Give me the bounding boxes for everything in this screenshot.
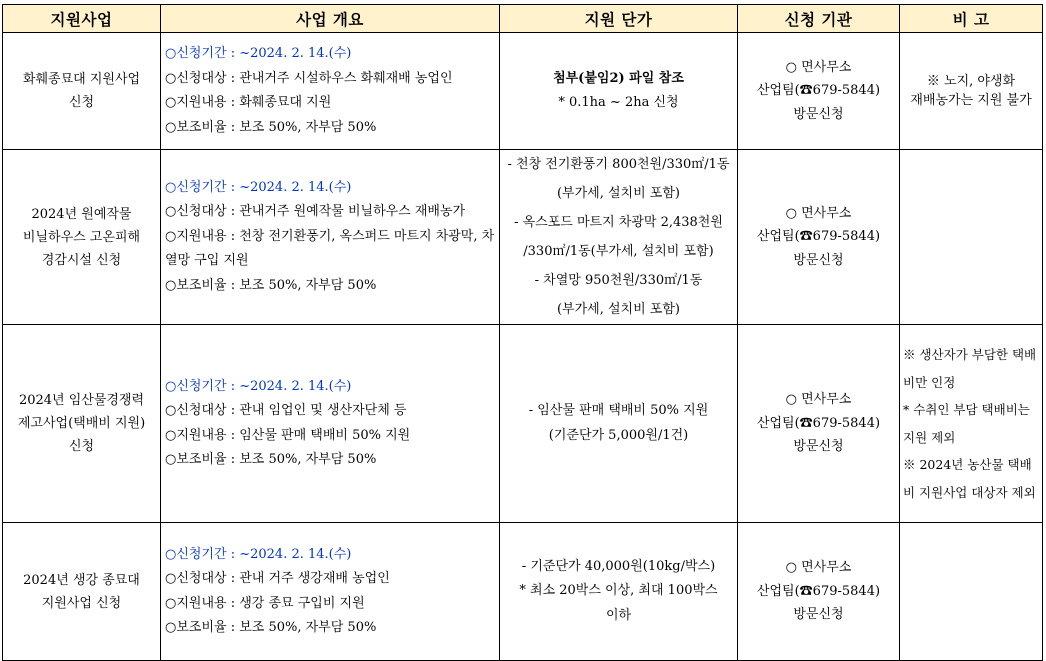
- program-name-line: 비닐하우스 고온피해: [22, 229, 141, 245]
- note-cell: [900, 325, 1043, 523]
- program-name-line: 2024년 원예작물: [31, 206, 132, 222]
- note-line: ※ 노지, 야생화: [926, 74, 1016, 89]
- price-line: - 임산물 판매 택배비 50% 지원: [528, 403, 709, 418]
- price-line: 첨부(붙임2) 파일 참조: [553, 70, 684, 86]
- agency-line: 방문신청: [793, 439, 844, 455]
- program-name-cell: [3, 33, 161, 150]
- summary-cell: [161, 33, 500, 150]
- support-content: ○지원내용 : 천창 전기환풍기, 옥스퍼드 마트지 차광막, 차열망 구입 지원: [165, 228, 495, 269]
- apply-target: ○신청대상 : 관내거주 원예작물 비닐하우스 재배농가: [165, 204, 466, 220]
- unit-price-cell: [500, 150, 738, 325]
- apply-period: ○신청기간 : ~2024. 2. 14.(수): [165, 179, 352, 195]
- note-cell: [900, 523, 1043, 661]
- agency-line: 산업팀(☎679-5844): [756, 415, 881, 431]
- header-program: 지원사업: [3, 5, 161, 33]
- note-line: * 수취인 부담 택배비는 지원 제외: [903, 402, 1030, 445]
- agency-line: 방문신청: [793, 252, 844, 268]
- agency-cell: [738, 150, 900, 325]
- agency-line: 산업팀(☎679-5844): [756, 83, 881, 99]
- agency-line: 산업팀(☎679-5844): [756, 229, 881, 245]
- apply-target: ○신청대상 : 관내 거주 생강재배 농업인: [165, 571, 390, 586]
- subsidy-ratio: ○보조비율 : 보조 50%, 자부담 50%: [165, 119, 377, 135]
- program-name-cell: [3, 523, 161, 661]
- agency-line: 방문신청: [793, 106, 844, 122]
- note-cell: [900, 33, 1043, 150]
- note-cell: [900, 150, 1043, 325]
- table-row: [3, 33, 1043, 150]
- program-name-line: 신청: [68, 439, 95, 454]
- agency-line: ○ 면사무소: [785, 205, 852, 221]
- price-line: /330㎡/1동(부가세, 설치비 포함): [523, 244, 714, 259]
- header-unit-price: 지원 단가: [500, 5, 738, 33]
- agency-line: 방문신청: [793, 607, 844, 623]
- table-row: [3, 150, 1043, 325]
- summary-cell: [161, 150, 500, 325]
- agency-cell: [738, 33, 900, 150]
- agency-cell: [738, 523, 900, 661]
- program-name-cell: [3, 325, 161, 523]
- program-name-line: 신청: [68, 95, 95, 110]
- price-line: * 0.1ha ~ 2ha 신청: [558, 95, 679, 110]
- agency-line: ○ 면사무소: [785, 59, 852, 75]
- apply-target: ○신청대상 : 관내거주 시설하우스 화훼재배 농업인: [165, 70, 453, 86]
- header-summary: 사업 개요: [161, 5, 500, 33]
- summary-cell: [161, 523, 500, 661]
- program-name-cell: [3, 150, 161, 325]
- note-line: ※ 2024년 농산물 택배비 지원사업 대상자 제외: [903, 457, 1036, 500]
- support-content: ○지원내용 : 임산물 판매 택배비 50% 지원: [165, 427, 411, 443]
- subsidy-ratio: ○보조비율 : 보조 50%, 자부담 50%: [165, 620, 377, 635]
- support-program-table: [2, 4, 1043, 661]
- program-name-line: 경감시설 신청: [41, 252, 122, 268]
- price-line: - 옥스포드 마트지 차광막 2,438천원: [514, 215, 723, 230]
- table-row: [3, 325, 1043, 523]
- support-content: ○지원내용 : 화훼종묘대 지원: [165, 95, 332, 110]
- agency-line: ○ 면사무소: [785, 560, 852, 576]
- note-line: ※ 생산자가 부담한 택배비만 인정: [903, 347, 1037, 390]
- apply-period: ○신청기간 : ~2024. 2. 14.(수): [165, 546, 352, 562]
- header-row: [3, 5, 1043, 33]
- program-name-line: 2024년 임산물경쟁력: [18, 393, 145, 408]
- price-line: (부가세, 설치비 포함): [556, 302, 680, 317]
- price-line: - 차열망 950천원/330㎡/1동: [534, 273, 703, 288]
- subsidy-ratio: ○보조비율 : 보조 50%, 자부담 50%: [165, 277, 377, 293]
- apply-period: ○신청기간 : ~2024. 2. 14.(수): [165, 46, 352, 61]
- program-name-line: 화훼종묘대 지원사업: [22, 72, 141, 87]
- price-line: * 최소 20박스 이상, 최대 100박스: [519, 583, 718, 599]
- price-line: (부가세, 설치비 포함): [556, 186, 680, 201]
- unit-price-cell: [500, 33, 738, 150]
- support-content: ○지원내용 : 생강 종묘 구입비 지원: [165, 595, 365, 611]
- header-agency: 신청 기관: [738, 5, 900, 33]
- apply-period: ○신청기간 : ~2024. 2. 14.(수): [165, 378, 352, 394]
- program-name-line: 2024년 생강 종묘대: [23, 572, 140, 588]
- price-line: 이하: [605, 607, 632, 623]
- agency-line: 산업팀(☎679-5844): [756, 583, 881, 599]
- unit-price-cell: [500, 523, 738, 661]
- price-line: - 기준단가 40,000원(10kg/박스): [521, 558, 716, 574]
- note-line: 재배농가는 지원 불가: [910, 93, 1032, 108]
- subsidy-ratio: ○보조비율 : 보조 50%, 자부담 50%: [165, 452, 377, 467]
- table-row: [3, 523, 1043, 661]
- header-note: 비 고: [900, 5, 1043, 33]
- summary-cell: [161, 325, 500, 523]
- program-name-line: 지원사업 신청: [41, 595, 122, 611]
- agency-cell: [738, 325, 900, 523]
- price-line: - 천창 전기환풍기 800천원/330㎡/1동: [507, 157, 730, 172]
- apply-target: ○신청대상 : 관내 임업인 및 생산자단체 등: [165, 403, 407, 418]
- agency-line: ○ 면사무소: [785, 392, 852, 408]
- program-name-line: 제고사업(택배비 지원): [17, 416, 146, 431]
- price-line: (기준단가 5,000원/1건): [548, 427, 689, 443]
- unit-price-cell: [500, 325, 738, 523]
